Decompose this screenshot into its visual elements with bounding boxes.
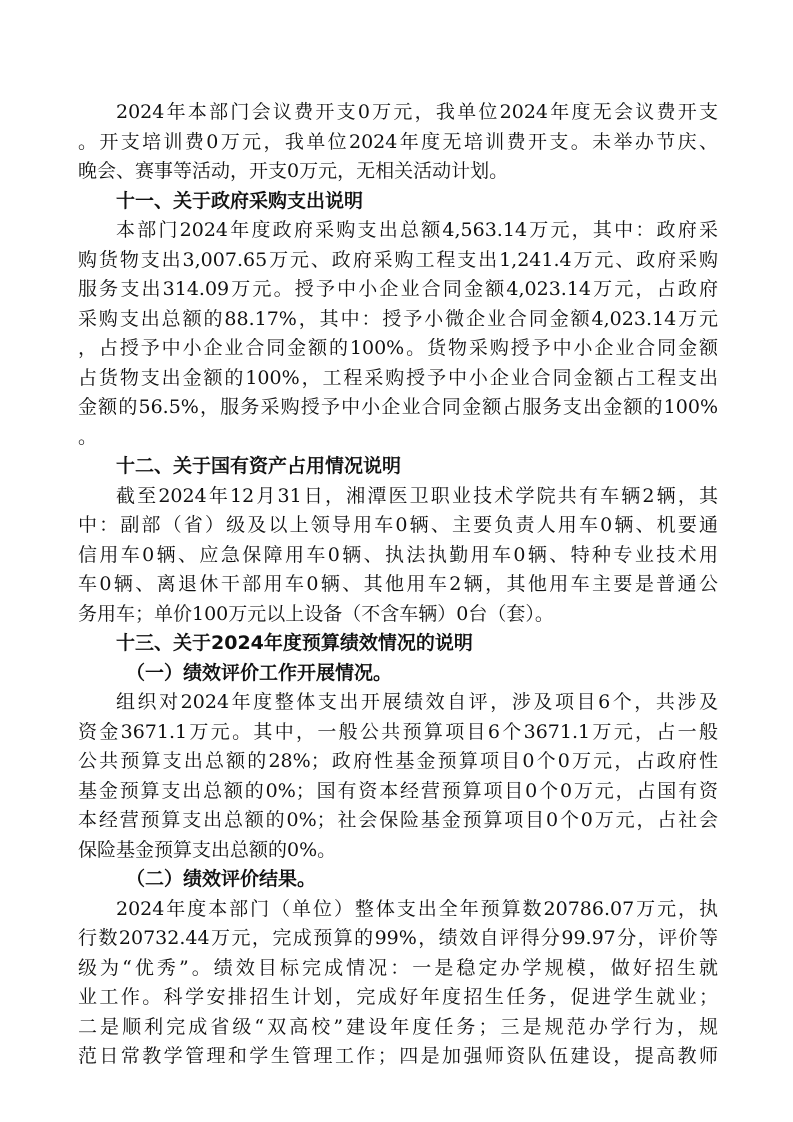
- text-line: 晚会、赛事等活动，开支0万元，无相关活动计划。: [78, 160, 509, 182]
- text-line: 截至2024年12月31日，湘潭医卫职业技术学院共有车辆2辆，其: [116, 484, 718, 507]
- text-line: 2024年本部门会议费开支0万元，我单位2024年度无会议费开支: [116, 101, 718, 123]
- text-line: 。: [78, 425, 98, 448]
- text-line: 2024年度本部门（单位）整体支出全年预算数20786.07万元，执: [116, 897, 718, 920]
- paragraph-government-procurement: [78, 216, 718, 452]
- paragraph-evaluation-results: [78, 895, 718, 1072]
- text-line: 范日常教学管理和学生管理工作；四是加强师资队伍建设，提高教师: [78, 1045, 718, 1067]
- subsection-heading-evaluation-results: （二）绩效评价结果。: [126, 868, 317, 890]
- text-line: 中：副部（省）级及以上领导用车0辆、主要负责人用车0辆、机要通: [78, 514, 718, 536]
- text-line: 车0辆、离退休干部用车0辆、其他用车2辆，其他用车主要是普通公: [78, 573, 718, 595]
- paragraph-state-assets: [78, 482, 718, 630]
- text-line: 公共预算支出总额的28%；政府性基金预算项目0个0万元，占政府性: [78, 750, 718, 772]
- document-page: [78, 98, 718, 1072]
- text-line: 务用车；单价100万元以上设备（不含车辆）0台（套）。: [78, 602, 554, 625]
- text-line: 金额的56.5%，服务采购授予中小企业合同金额占服务支出金额的100%: [78, 396, 718, 418]
- text-line: 采购支出总额的88.17%，其中：授予小微企业合同金额4,023.14万元: [78, 307, 718, 330]
- text-line: 级为“优秀”。绩效目标完成情况：一是稳定办学规模，做好招生就: [78, 956, 718, 979]
- section-heading-budget-performance: 十三、关于2024年度预算绩效情况的说明: [116, 632, 473, 654]
- text-line: 二是顺利完成省级“双高校”建设年度任务；三是规范办学行为，规: [78, 1015, 718, 1038]
- text-line: 业工作。科学安排招生计划，完成好年度招生任务，促进学生就业；: [78, 986, 718, 1008]
- text-line: 本经营预算支出总额的0%；社会保险基金预算项目0个0万元，占社会: [78, 809, 718, 831]
- text-line: 本部门2024年度政府采购支出总额4,563.14万元，其中：政府采: [116, 219, 718, 241]
- text-line: 基金预算支出总额的0%；国有资本经营预算项目0个0万元，占国有资: [78, 779, 718, 802]
- text-line: 组织对2024年度整体支出开展绩效自评，涉及项目6个，共涉及: [116, 691, 718, 713]
- text-line: 信用车0辆、应急保障用车0辆、执法执勤用车0辆、特种专业技术用: [78, 543, 718, 566]
- section-heading-government-procurement: 十一、关于政府采购支出说明: [116, 189, 364, 212]
- text-line: 资金3671.1万元。其中，一般公共预算项目6个3671.1万元，占一般: [78, 720, 718, 743]
- paragraph-evaluation-work: [78, 688, 718, 865]
- text-line: 。开支培训费0万元，我单位2024年度无培训费开支。未举办节庆、: [78, 130, 718, 153]
- text-line: 购货物支出3,007.65万元、政府采购工程支出1,241.4万元、政府采购: [78, 248, 718, 271]
- text-line: 服务支出314.09万元。授予中小企业合同金额4,023.14万元，占政府: [78, 278, 718, 300]
- paragraph-meeting-training-expenses: [78, 98, 718, 187]
- subsection-heading-evaluation-work: （一）绩效评价工作开展情况。: [126, 661, 393, 684]
- text-line: ，占授予中小企业合同金额的100%。货物采购授予中小企业合同金额: [78, 337, 718, 359]
- section-heading-state-assets: 十二、关于国有资产占用情况说明: [116, 455, 402, 477]
- text-line: 行数20732.44万元，完成预算的99%，绩效自评得分99.97分，评价等: [78, 927, 718, 949]
- text-line: 占货物支出金额的100%，工程采购授予中小企业合同金额占工程支出: [78, 366, 718, 389]
- text-line: 保险基金预算支出总额的0%。: [78, 838, 337, 861]
